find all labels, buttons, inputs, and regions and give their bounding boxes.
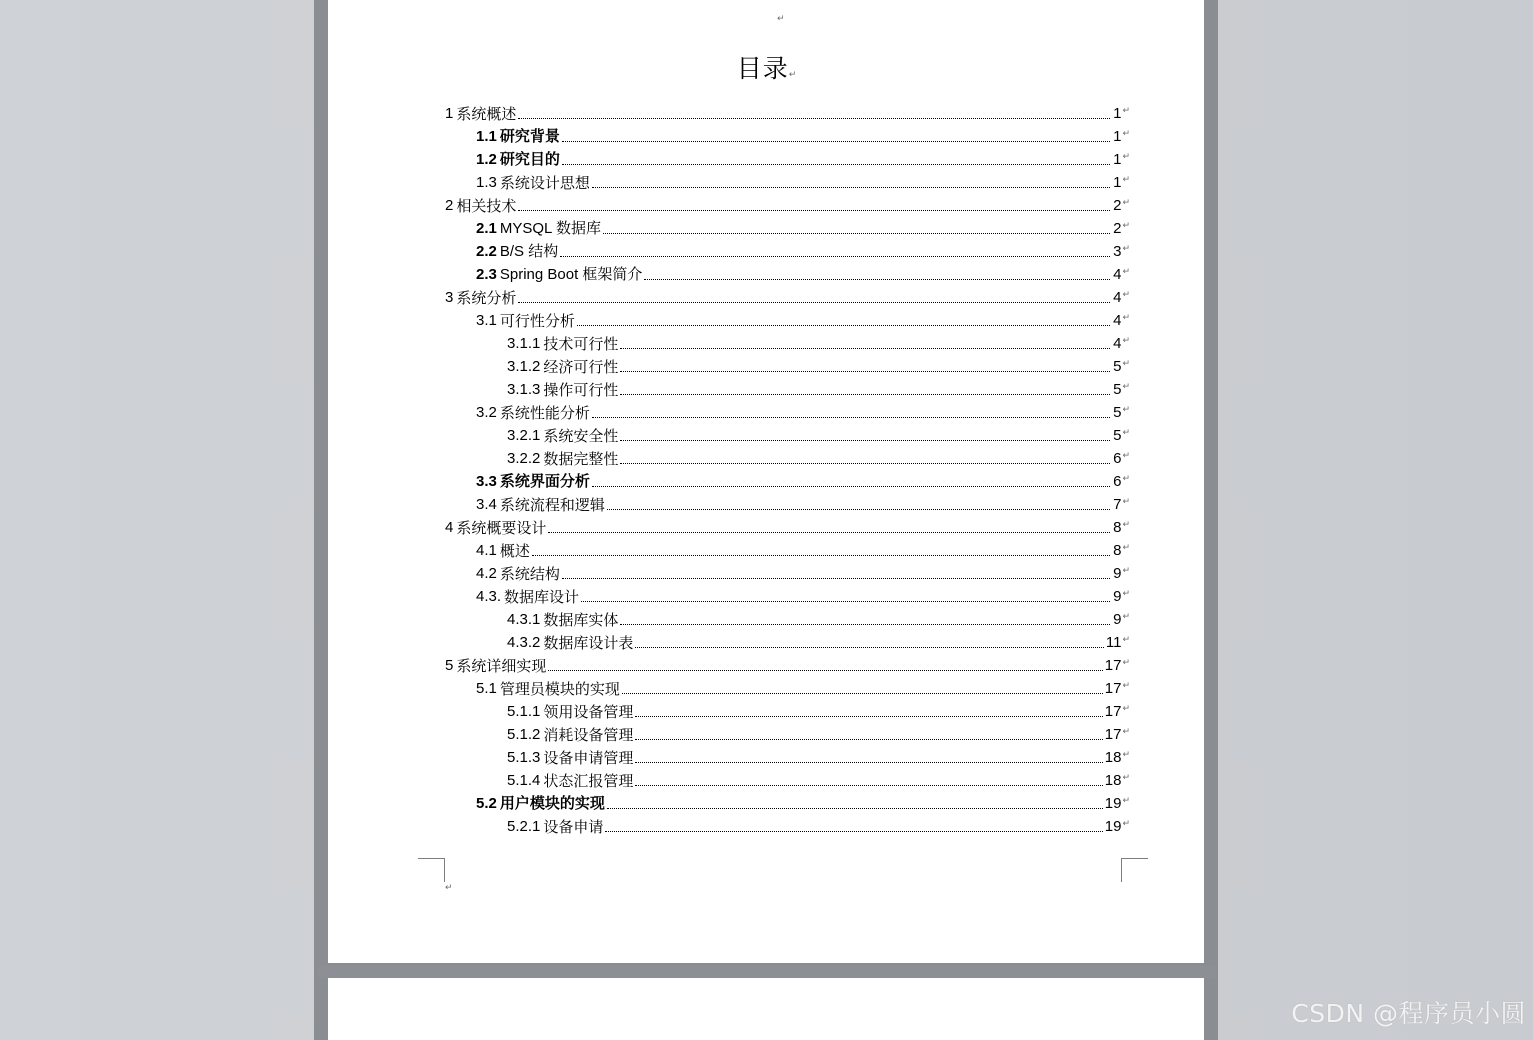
paragraph-mark-icon: ↵ <box>1122 589 1130 599</box>
toc-entry-title: 系统设计思想 <box>499 174 590 192</box>
toc-entry-number: 3.2.1 <box>507 427 541 444</box>
toc-entry-title: 系统流程和逻辑 <box>499 496 605 514</box>
toc-entry-page-number: 5 <box>1113 404 1122 421</box>
toc-dot-leader <box>518 117 1110 119</box>
toc-dot-leader <box>605 830 1102 832</box>
toc-entry-number: 2.2 <box>476 243 497 260</box>
paragraph-mark-icon: ↵ <box>1122 750 1130 760</box>
toc-entry-title: MYSQL 数据库 <box>499 220 601 237</box>
toc-entry-number: 4.3.2 <box>507 634 541 651</box>
toc-entry-number: 5.1.1 <box>507 703 541 720</box>
toc-entry-page-number: 2 <box>1113 197 1122 214</box>
toc-entry[interactable] <box>507 608 1130 630</box>
paragraph-mark-icon: ↵ <box>1122 612 1130 622</box>
toc-entry[interactable] <box>507 815 1130 837</box>
toc-entry-title: 系统结构 <box>499 565 560 583</box>
toc-entry[interactable] <box>507 746 1130 768</box>
paragraph-mark-icon: ↵ <box>1122 635 1130 645</box>
toc-entry-number: 3.1.3 <box>507 381 541 398</box>
toc-entry-title: 消耗设备管理 <box>543 726 634 744</box>
toc-entry-title: 数据库实体 <box>543 611 619 629</box>
paragraph-mark-icon: ↵ <box>1122 129 1130 139</box>
toc-entry-title: 系统安全性 <box>543 427 619 445</box>
toc-entry-number: 2.1 <box>476 220 497 237</box>
toc-entry-page-number: 1 <box>1113 128 1122 145</box>
toc-entry-number: 1.1 <box>476 128 497 145</box>
toc-entry[interactable] <box>476 148 1130 170</box>
toc-entry[interactable] <box>476 539 1130 561</box>
toc-entry-number: 5.1.4 <box>507 772 541 789</box>
toc-entry-title: 系统性能分析 <box>499 404 590 422</box>
toc-entry-title: 系统详细实现 <box>456 657 547 675</box>
toc-entry-title: 研究背景 <box>499 128 560 145</box>
toc-entry-number: 3.1 <box>476 312 497 329</box>
paragraph-mark-icon: ↵ <box>1122 543 1130 553</box>
toc-entry-page-number: 4 <box>1113 335 1122 352</box>
toc-entry[interactable] <box>507 424 1130 446</box>
toc-dot-leader <box>620 393 1110 395</box>
crop-mark-right <box>1121 858 1148 882</box>
toc-entry-number: 2.3 <box>476 266 497 283</box>
toc-entry-title: 技术可行性 <box>543 335 619 353</box>
toc-entry-title: 设备申请管理 <box>543 749 634 767</box>
toc-dot-leader <box>560 255 1110 257</box>
toc-entry[interactable] <box>507 769 1130 791</box>
paragraph-mark-icon: ↵ <box>1122 566 1130 576</box>
toc-dot-leader <box>635 784 1102 786</box>
toc-entry[interactable] <box>476 470 1130 492</box>
toc-dot-leader <box>620 370 1110 372</box>
paragraph-mark-icon: ↵ <box>1122 221 1130 231</box>
toc-dot-leader <box>592 485 1111 487</box>
toc-entry-page-number: 9 <box>1113 565 1122 582</box>
toc-entry[interactable] <box>507 631 1130 653</box>
toc-entry-page-number: 7 <box>1113 496 1122 513</box>
toc-entry-title: 系统界面分析 <box>499 473 590 490</box>
toc-entry-title: 数据完整性 <box>543 450 619 468</box>
paragraph-mark-icon: ↵ <box>1122 704 1130 714</box>
toc-dot-leader <box>620 462 1110 464</box>
toc-entry[interactable] <box>476 217 1130 239</box>
toc-dot-leader <box>518 301 1110 303</box>
toc-entry[interactable] <box>445 516 1130 538</box>
toc-entry-page-number: 4 <box>1113 289 1122 306</box>
toc-entry-number: 3.1.2 <box>507 358 541 375</box>
toc-entry-page-number: 4 <box>1113 312 1122 329</box>
toc-entry[interactable] <box>476 240 1130 262</box>
toc-entry-page-number: 17 <box>1104 703 1122 720</box>
paragraph-mark-icon: ↵ <box>1122 359 1130 369</box>
crop-mark-left <box>418 858 445 882</box>
toc-entry[interactable] <box>476 125 1130 147</box>
paragraph-mark-icon: ↵ <box>1122 727 1130 737</box>
toc-entry-page-number: 17 <box>1104 726 1122 743</box>
toc-entry[interactable] <box>507 332 1130 354</box>
watermark: CSDN @程序员小圆 <box>1291 999 1526 1028</box>
toc-entry-page-number: 5 <box>1113 358 1122 375</box>
paragraph-mark-icon: ↵ <box>1122 175 1130 185</box>
toc-entry-number: 5.2 <box>476 795 497 812</box>
toc-dot-leader <box>577 324 1111 326</box>
toc-entry[interactable] <box>445 286 1130 308</box>
toc-entry[interactable] <box>507 700 1130 722</box>
toc-entry-title: 操作可行性 <box>543 381 619 399</box>
toc-dot-leader <box>620 439 1110 441</box>
toc-entry-number: 3 <box>445 289 454 306</box>
toc-entry-number: 3.2.2 <box>507 450 541 467</box>
toc-title-text: 目录 <box>736 54 789 83</box>
toc-entry[interactable] <box>445 102 1130 124</box>
toc-entry-title: Spring Boot 框架简介 <box>499 266 643 283</box>
toc-entry[interactable] <box>476 677 1130 699</box>
toc-dot-leader <box>607 508 1111 510</box>
paragraph-mark-icon: ↵ <box>1122 152 1130 162</box>
toc-entry-page-number: 1 <box>1113 105 1122 122</box>
toc-dot-leader <box>635 761 1102 763</box>
toc-entry-title: 系统概要设计 <box>456 519 547 537</box>
toc-entry-number: 1.2 <box>476 151 497 168</box>
toc-entry-page-number: 1 <box>1113 174 1122 191</box>
paragraph-mark-icon: ↵ <box>1122 474 1130 484</box>
toc-entry[interactable] <box>507 355 1130 377</box>
toc-dot-leader <box>592 186 1111 188</box>
toc-entry-page-number: 17 <box>1104 680 1122 697</box>
paragraph-mark-icon: ↵ <box>1122 773 1130 783</box>
toc-entry-page-number: 3 <box>1113 243 1122 260</box>
toc-entry-page-number: 18 <box>1104 749 1122 766</box>
toc-dot-leader <box>622 692 1103 694</box>
paragraph-mark-icon: ↵ <box>1122 336 1130 346</box>
toc-entry-number: 2 <box>445 197 454 214</box>
paragraph-mark-icon: ↵ <box>1122 681 1130 691</box>
toc-entry-title: B/S 结构 <box>499 243 559 260</box>
toc-entry-page-number: 18 <box>1104 772 1122 789</box>
toc-dot-leader <box>592 416 1111 418</box>
toc-entry-number: 4.3.1 <box>507 611 541 628</box>
page-break-gap <box>318 966 1216 978</box>
toc-entry[interactable] <box>476 562 1130 584</box>
paragraph-mark-icon: ↵ <box>1122 382 1130 392</box>
toc-entry-title: 经济可行性 <box>543 358 619 376</box>
toc-entry-title: 用户模块的实现 <box>499 795 605 812</box>
toc-entry-title: 概述 <box>499 542 530 560</box>
toc-dot-leader <box>581 600 1110 602</box>
toc-entry[interactable] <box>476 585 1130 607</box>
toc-dot-leader <box>607 807 1103 809</box>
toc-dot-leader <box>562 163 1111 165</box>
toc-entry-title: 领用设备管理 <box>543 703 634 721</box>
toc-entry[interactable] <box>476 309 1130 331</box>
toc-entry-number: 3.4 <box>476 496 497 513</box>
toc-entry-number: 5.1.3 <box>507 749 541 766</box>
paragraph-mark-icon: ↵ <box>1122 198 1130 208</box>
toc-entry-number: 3.2 <box>476 404 497 421</box>
paragraph-mark-icon: ↵ <box>1122 106 1130 116</box>
toc-entry-title: 数据库设计 <box>504 588 580 606</box>
toc-dot-leader <box>548 669 1102 671</box>
toc-entry-page-number: 8 <box>1113 519 1122 536</box>
toc-dot-leader <box>532 554 1111 556</box>
toc-entry-number: 4.2 <box>476 565 497 582</box>
paragraph-mark-icon: ↵ <box>1122 428 1130 438</box>
toc-entry-number: 5.2.1 <box>507 818 541 835</box>
toc-entry[interactable] <box>445 654 1130 676</box>
toc-entry[interactable] <box>445 194 1130 216</box>
toc-entry-number: 4.3. <box>476 588 502 605</box>
toc-entry-page-number: 4 <box>1113 266 1122 283</box>
toc-dot-leader <box>635 646 1103 648</box>
paragraph-mark-icon: ↵ <box>1122 313 1130 323</box>
toc-entry-page-number: 6 <box>1113 473 1122 490</box>
toc-entry-title: 状态汇报管理 <box>543 772 634 790</box>
toc-entry-title: 可行性分析 <box>499 312 575 330</box>
paragraph-mark-icon: ↵ <box>1122 658 1130 668</box>
toc-entry-number: 3.3 <box>476 473 497 490</box>
toc-entry-number: 4 <box>445 519 454 536</box>
paragraph-mark-icon: ↵ <box>1122 819 1130 829</box>
toc-dot-leader <box>548 531 1110 533</box>
toc-entry[interactable] <box>507 723 1130 745</box>
toc-dot-leader <box>603 232 1110 234</box>
toc-entry-title: 系统分析 <box>456 289 517 307</box>
toc-dot-leader <box>644 278 1110 280</box>
toc-dot-leader <box>635 715 1102 717</box>
paragraph-mark-icon: ↵ <box>1122 405 1130 415</box>
toc-entry[interactable] <box>476 401 1130 423</box>
toc-entry-page-number: 2 <box>1113 220 1122 237</box>
toc-entry-number: 5 <box>445 657 454 674</box>
paragraph-mark-icon: ↵ <box>1122 267 1130 277</box>
toc-entry[interactable] <box>476 792 1130 814</box>
paragraph-mark-icon: ↵ <box>788 70 797 80</box>
toc-entry-title: 系统概述 <box>456 105 517 123</box>
toc-entry-page-number: 8 <box>1113 542 1122 559</box>
paragraph-mark-icon: ↵ <box>1122 451 1130 461</box>
paragraph-mark-icon: ↵ <box>1122 497 1130 507</box>
toc-entry-page-number: 19 <box>1104 818 1122 835</box>
paragraph-mark-icon: ↵ <box>777 14 785 24</box>
toc-dot-leader <box>620 623 1110 625</box>
toc-entry-number: 1 <box>445 105 454 122</box>
toc-entry-page-number: 11 <box>1105 634 1122 651</box>
toc-dot-leader <box>518 209 1110 211</box>
toc-entry-page-number: 17 <box>1104 657 1122 674</box>
toc-dot-leader <box>620 347 1110 349</box>
toc-entry-page-number: 9 <box>1113 611 1122 628</box>
toc-entry-title: 数据库设计表 <box>543 634 634 652</box>
toc-entry[interactable] <box>476 171 1130 193</box>
paragraph-mark-icon: ↵ <box>1122 244 1130 254</box>
toc-entry-number: 3.1.1 <box>507 335 541 352</box>
toc-entry-page-number: 5 <box>1113 427 1122 444</box>
toc-entry[interactable] <box>507 378 1130 400</box>
toc-entry-page-number: 6 <box>1113 450 1122 467</box>
paragraph-mark-icon: ↵ <box>1122 290 1130 300</box>
toc-dot-leader <box>562 140 1111 142</box>
paragraph-mark-icon: ↵ <box>1122 520 1130 530</box>
toc-entry-number: 1.3 <box>476 174 497 191</box>
toc-entry-title: 相关技术 <box>456 197 517 215</box>
toc-entry-number: 5.1.2 <box>507 726 541 743</box>
toc-entry-number: 5.1 <box>476 680 497 697</box>
toc-entry[interactable] <box>507 447 1130 469</box>
toc-entry-title: 设备申请 <box>543 818 604 836</box>
toc-title <box>0 52 1533 92</box>
toc-entry[interactable] <box>476 493 1130 515</box>
toc-entry-title: 研究目的 <box>499 151 560 168</box>
paragraph-mark-icon: ↵ <box>1122 796 1130 806</box>
toc-entry-number: 4.1 <box>476 542 497 559</box>
paragraph-mark-icon: ↵ <box>445 883 453 893</box>
toc-entry[interactable] <box>476 263 1130 285</box>
toc-entry-page-number: 5 <box>1113 381 1122 398</box>
toc-dot-leader <box>635 738 1102 740</box>
toc-entry-page-number: 19 <box>1104 795 1122 812</box>
toc-entry-page-number: 9 <box>1113 588 1122 605</box>
toc-entry-title: 管理员模块的实现 <box>499 680 620 698</box>
next-document-page[interactable] <box>328 978 1204 1040</box>
toc-entry-page-number: 1 <box>1113 151 1122 168</box>
toc-dot-leader <box>562 577 1111 579</box>
